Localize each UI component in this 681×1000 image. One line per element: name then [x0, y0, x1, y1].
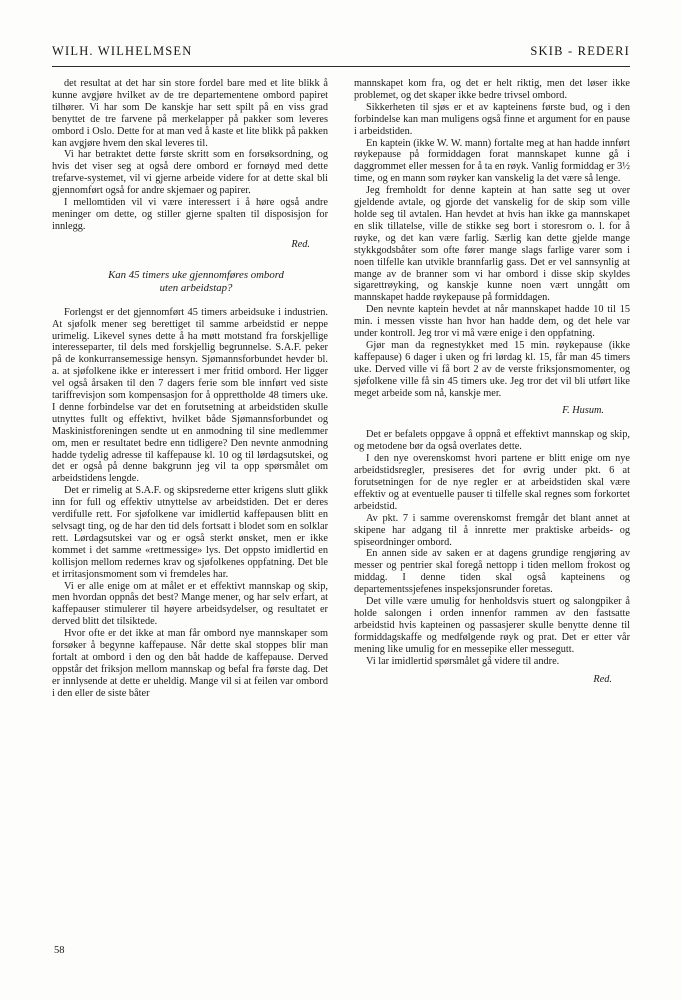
paragraph: Den nevnte kaptein hevdet at når mannskapet hadde 10 til 15 min. i messen visste han hvor han hadde dem, og det hele var under kontroll. Jeg tror vi må være enige i den oppfatning.: [354, 304, 630, 340]
signature-editor: Red.: [291, 238, 310, 250]
paragraph: Av pkt. 7 i samme overenskomst fremgår det blant annet at skipene har adgang til å innrette mer praktiske arbeids- og spiseordninger ombord.: [354, 512, 630, 548]
paragraph: Forlengst er det gjennomført 45 timers arbeidsuke i industrien. At sjøfolk mener seg berettiget til samme arbeidstid er neppe urimelig. Likevel synes dette å ha møtt motstand fra forskjellige interesseparter, til dels med forskjellig begrunnelse. S.A.F. peker på de konkurransemessige hensyn. Sjømannsforbundet hevder bl. a. at sjøfolkene ikke er interessert i mer fritid ombord. Her ligger vel også årsaken til den 7 dagers ferie som ble innført ved siste tariffrevisjon som kompensasjon for å opprettholde 48 timers uke. I denne forbindelse var det en forutsetning at arbeidstiden skulle utnyttes fullt og effektivt, hvilket både Sjømannsforbundet og Maskinistforeningen sendte ut en anmodning til sine medlemmer om, men er resultatet bedre enn tidligere? Den nevnte anmodning hadde tydelig adresse til kaffepause kl. 10 og til lørdagsutskei, og det er også på denne bakgrunn jeg vil ta opp spørsmålet om arbeidstidens lengde.: [52, 306, 328, 485]
header-divider: [52, 66, 630, 67]
paragraph: Hvor ofte er det ikke at man får ombord nye mannskaper som forsøker å begynne kaffepause. Når dette skal stoppes blir man fortalt at ombord i den og den båt hadde de kaffepause. Derved oppstår det friksjon mellom mannskap og befal fra første dag. Det er innlysende at dette er uheldig. Mange vil si at feilen var ombord i den eller de siste båter: [52, 628, 328, 699]
page-number: 58: [54, 945, 65, 956]
signature-editor: Red.: [593, 673, 612, 685]
paragraph: Det er befalets oppgave å oppnå et effektivt mannskap og skip, og metodene bør da også overlates dette.: [354, 429, 630, 453]
section-subtitle-line1: Kan 45 timers uke gjennomføres ombord: [108, 268, 284, 281]
paragraph: Jeg fremholdt for denne kaptein at han satte seg ut over gjeldende avtale, og gjorde det vanskelig for de skip som ville holde seg til avtalen. Han hevdet at hvis han ikke ga mannskapet en slik tillatelse, ville de stikke seg bort i storesrom o. l. for å røyke, og det kan være farlig. Særlig kan dette gjelde mange stykkgodsbåter som ofte fører mange slags farlige varer som i noen tilfelle kan utvikle brannfarlig gass. Det er vel sannsynlig at mange av de branner som vi har ombord i disse skip skyldes sigarettrøyking, og kanskje kunne noen vært unngått om mannskapet hadde røykepause på formiddagen.: [354, 185, 630, 304]
paragraph: I den nye overenskomst hvori partene er blitt enige om nye arbeidstidsregler, presiseres det for øvrig under pkt. 6 at forutsetningen for de nye regler er at arbeidstiden skal være effektiv og at eventuelle pauser ti tilfelle skal regnes som forkortet arbeidstid.: [354, 453, 630, 512]
paragraph: Det ville være umulig for henholdsvis stuert og salongpiker å holde salongen i orden innenfor rammen av den fastsatte arbeidstid hvis kapteinen og passasjerer skulle benytte denne til formiddagskaffe og medfølgende røyk og prat. Det er etter vår mening like umulig for en messepike eller messegutt.: [354, 596, 630, 655]
header-right-title: SKIB - REDERI: [530, 44, 630, 58]
paragraph: I mellomtiden vil vi være interessert i å høre også andre meninger om dette, og stiller gjerne spalten til disposisjon for innlegg.: [52, 197, 328, 232]
paragraph: Sikkerheten til sjøs er et av kapteinens første bud, og i den forbindelse kan man muligens også finne et argument for en pause i arbeidstiden.: [354, 101, 630, 137]
page-header: [52, 44, 630, 59]
signature-author: F. Husum.: [562, 405, 604, 417]
paragraph: det resultat at det har sin store fordel bare med et lite blikk å kunne avgjøre hvilket av de tre departementene ombord papiret tilhører. Vi har som De kanskje har sett spilt på en viss grad benyttet de tre farvene på merkelapper på pakker som leveres ombord i Oslo. Dette for at man ved å kaste et lite blikk på pakken kan avgjøre hvem den skal leveres til.: [52, 78, 328, 149]
section-subtitle-line2: uten arbeidstap?: [159, 281, 233, 294]
paragraph: Vi har betraktet dette første skritt som en forsøksordning, og hvis det viser seg at også dere ombord er fornøyd med dette trefarve-systemet, vil vi gjerne arbeide videre for at dette skal bli gjennomført også for andre skjemaer og papirer.: [52, 149, 328, 197]
right-column: [354, 78, 630, 938]
paragraph: mannskapet kom fra, og det er helt riktig, men det løser ikke problemet, og det skaper ikke bedre trivsel ombord.: [354, 78, 630, 101]
left-column: [52, 78, 328, 938]
paragraph: Vi lar imidlertid spørsmålet gå videre til andre.: [366, 655, 560, 667]
paragraph: Det er rimelig at S.A.F. og skipsrederne etter krigens slutt glikk inn for full og effektiv utnyttelse av arbeidstiden. Det er deres verdifulle rett. For sjøfolkene var imidlertid kaffepausen blitt en selvsagt ting, og de har den tid dels fortsatt i blodet som en solklar rett. Lørdagsutskei var og er også sterkt ønsket, men er ikke kommet i det samme «rettmessige» lys. Det oppsto imidlertid en kollisjon mellom redernes krav og sjøfolkenes oppfatning. Det ble et irritasjonsmoment som vi fremdeles har.: [52, 485, 328, 580]
article-columns: [52, 78, 630, 938]
paragraph: Gjør man da regnestykket med 15 min. røykepause (ikke kaffepause) 6 dager i uken og fri lørdag kl. 15, får man 45 timers uke. Derved ville vi få bort 2 av de verste friksjonsmomenter, og sjøfolkene ville få sin 45 timers uke. Jeg tror det vil bli utført like meget arbeide som nå, kanskje mer.: [354, 339, 630, 399]
paragraph: Vi er alle enige om at målet er et effektivt mannskap og skip, men hvordan oppnås det best? Mange mener, og har selv erfart, at kaffepauser stimulerer til høyere arbeidsydelser, og resultatet er derved blitt det tilsiktede.: [52, 580, 328, 628]
header-left-title: WILH. WILHELMSEN: [52, 44, 193, 58]
paragraph: En annen side av saken er at dagens grundige rengjøring av messer og pentrier skal foregå nettopp i tiden mellom frokost og middag. I denne tiden skal også kapteinens og departementssjefenes inspeksjonsrunder foretas.: [354, 548, 630, 596]
paragraph: En kaptein (ikke W. W. mann) fortalte meg at han hadde innført røykepause på formiddagen forat mannskapet kunne gå i daggrommet eller messen for å ta en røyk. Vanlig formiddag er 3½ time, og en mann som røyker kan vanskelig la det være så lenge.: [354, 137, 630, 185]
